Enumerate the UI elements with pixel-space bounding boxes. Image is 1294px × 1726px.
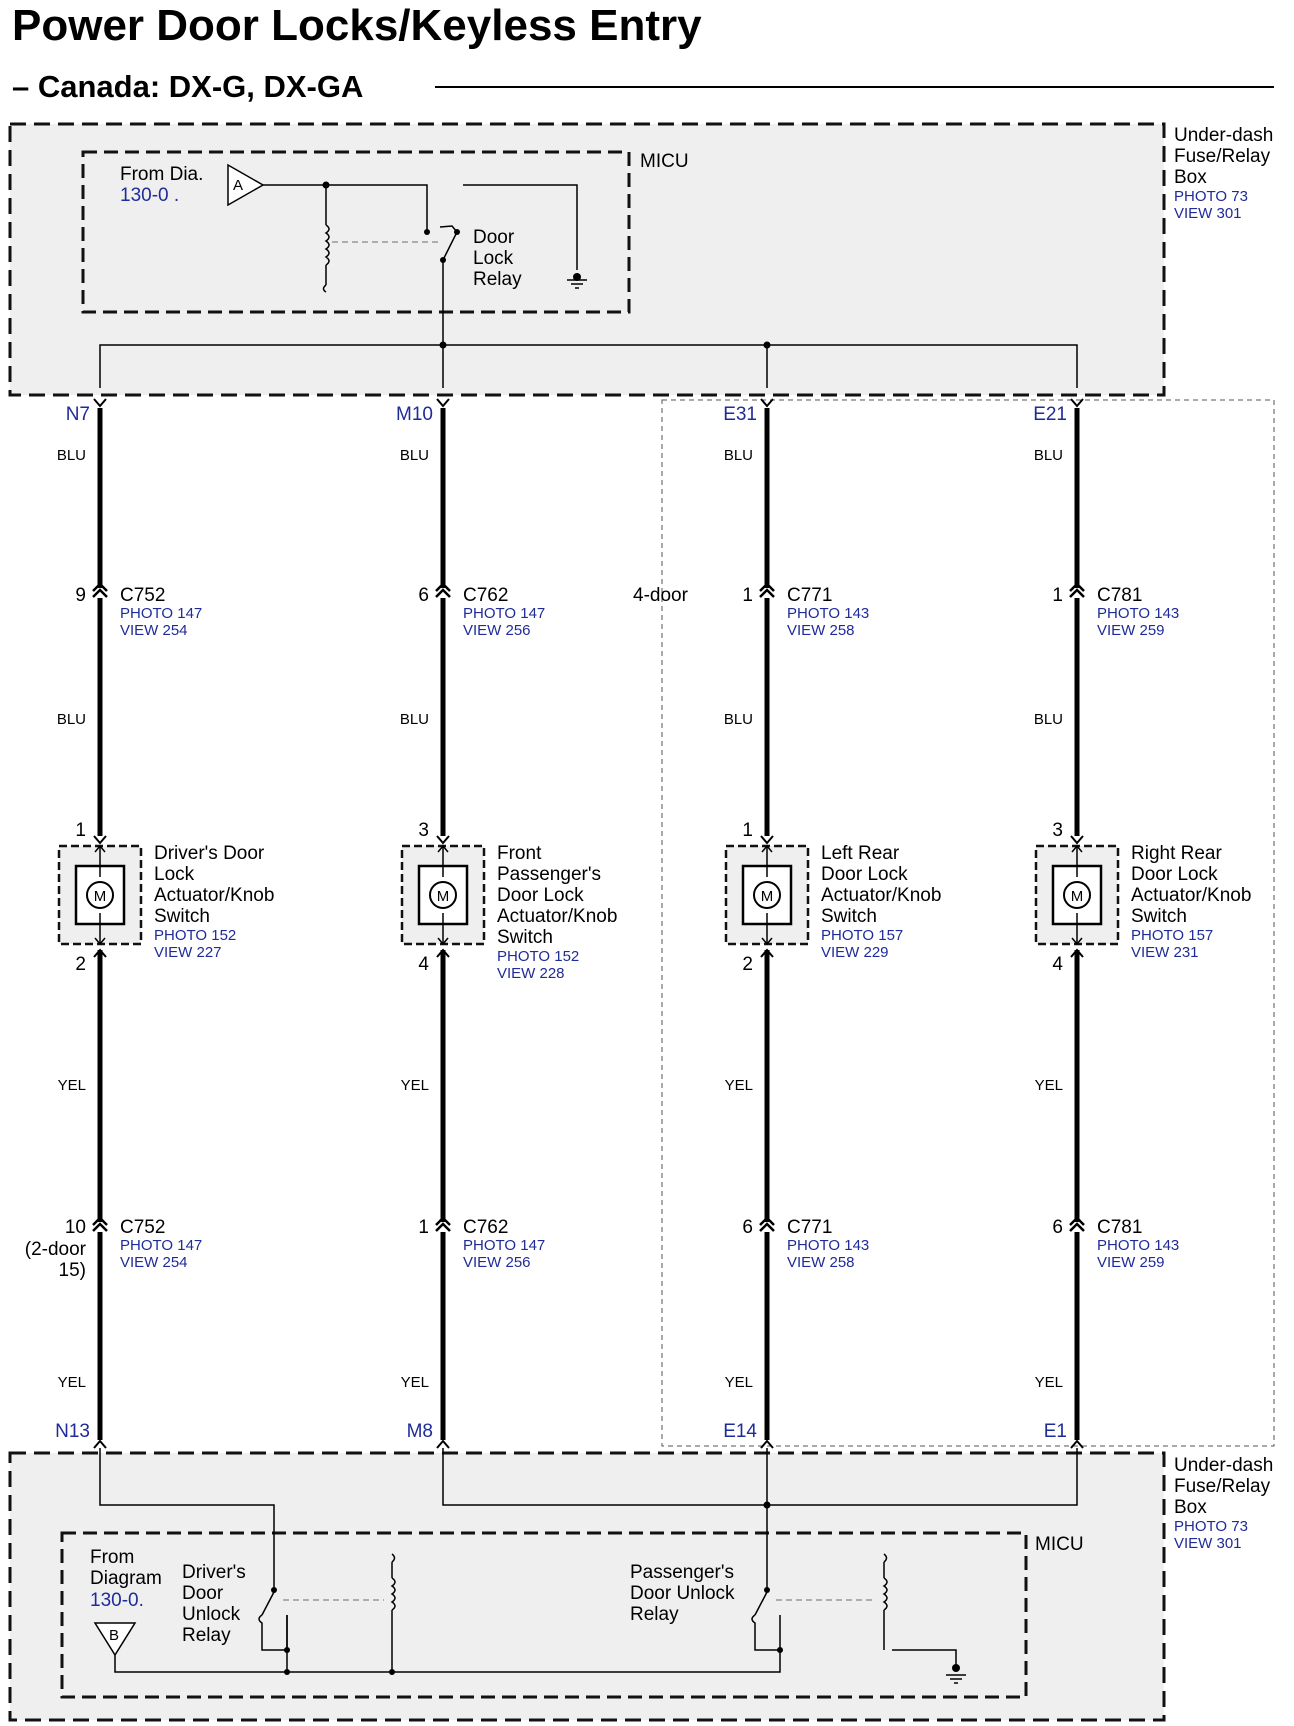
connector-pin: 1: [1052, 585, 1063, 606]
inline-connector-symbol: [436, 590, 450, 597]
wire-color: BLU: [1033, 447, 1063, 464]
connector-pin: 10: [64, 1217, 86, 1238]
actuator-view-ref: VIEW 229: [821, 944, 889, 961]
inline-connector-symbol: [760, 590, 774, 597]
svg-text:Box: Box: [1174, 1497, 1207, 1518]
connector-view-ref: VIEW 258: [787, 1254, 855, 1271]
actuator-pin: 3: [418, 820, 429, 841]
from-dia-label: From Dia.: [120, 164, 204, 185]
wire-color: BLU: [399, 711, 429, 728]
terminal-arrow: [437, 1441, 449, 1448]
bottom-box-name: [1174, 1455, 1273, 1552]
actuator-photo-ref: PHOTO 157: [1131, 927, 1214, 944]
connector-pin: 1: [418, 1217, 429, 1238]
svg-text:Under-dash: Under-dash: [1174, 125, 1274, 146]
actuator-name-line: Door Lock: [497, 885, 584, 906]
connector-view-ref: VIEW 254: [120, 622, 188, 639]
actuator-pin: 4: [418, 954, 429, 975]
svg-text:Passenger's: Passenger's: [630, 1562, 734, 1583]
actuator-name-line: Passenger's: [497, 864, 601, 885]
svg-text:Driver's: Driver's: [182, 1562, 246, 1583]
wire-column-1: [25, 399, 275, 1448]
bottom-terminal-id: E14: [723, 1421, 757, 1442]
svg-text:Relay: Relay: [473, 269, 522, 290]
svg-text:130-0.: 130-0.: [90, 1590, 144, 1611]
connector-id: C762: [463, 585, 509, 606]
actuator-name-line: Actuator/Knob: [154, 885, 275, 906]
svg-text:Fuse/Relay: Fuse/Relay: [1174, 1476, 1271, 1497]
door-lock-actuator: [1036, 846, 1118, 944]
wire-color: BLU: [723, 711, 753, 728]
svg-text:PHOTO 73: PHOTO 73: [1174, 1518, 1248, 1535]
wire-column-3: [723, 399, 941, 1448]
wire-column-2: [396, 399, 617, 1448]
connector-id: C781: [1097, 1217, 1143, 1238]
wire-column-4: [1033, 399, 1251, 1448]
terminal-arrow: [437, 399, 449, 406]
door-lock-actuator: [726, 846, 808, 944]
bottom-terminal-id: M8: [406, 1421, 433, 1442]
four-door-label: 4-door: [633, 585, 688, 606]
wire-color: YEL: [1034, 1077, 1063, 1094]
bottom-terminal-id: N13: [55, 1421, 90, 1442]
svg-text:Lock: Lock: [473, 248, 514, 269]
actuator-pin: 1: [742, 820, 753, 841]
door-lock-actuator: [402, 846, 484, 944]
connector-id: C762: [463, 1217, 509, 1238]
svg-text:Unlock: Unlock: [182, 1604, 241, 1625]
inline-connector-symbol: [93, 1224, 107, 1231]
wire-color: YEL: [57, 1077, 86, 1094]
page-title: Power Door Locks/Keyless Entry: [12, 1, 702, 50]
inline-connector-symbol: [1070, 1224, 1084, 1231]
svg-text:Relay: Relay: [630, 1604, 679, 1625]
connector-id: C781: [1097, 585, 1143, 606]
svg-text:Door: Door: [473, 227, 515, 248]
wire-color: YEL: [400, 1374, 429, 1391]
connector-view-ref: VIEW 256: [463, 1254, 531, 1271]
connector-photo-ref: PHOTO 147: [463, 1237, 546, 1254]
motor-symbol: M: [436, 888, 450, 905]
actuator-name-line: Driver's Door: [154, 843, 265, 864]
top-terminal-id: E31: [723, 404, 757, 425]
actuator-name-line: Front: [497, 843, 542, 864]
actuator-name-line: Lock: [154, 864, 195, 885]
wire-color: YEL: [724, 1077, 753, 1094]
svg-text:Under-dash: Under-dash: [1174, 1455, 1274, 1476]
actuator-view-ref: VIEW 231: [1131, 944, 1199, 961]
connector-photo-ref: PHOTO 143: [1097, 1237, 1180, 1254]
actuator-pin: 4: [1052, 954, 1063, 975]
connector-pin: 9: [75, 585, 86, 606]
terminal-arrow: [761, 1441, 773, 1448]
svg-text:Door: Door: [182, 1583, 224, 1604]
connector-view-ref: VIEW 259: [1097, 622, 1165, 639]
connector-id: C752: [120, 585, 166, 606]
svg-text:VIEW 301: VIEW 301: [1174, 205, 1242, 222]
actuator-name-line: Switch: [154, 906, 210, 927]
actuator-pin: 1: [75, 820, 86, 841]
connector-view-ref: VIEW 254: [120, 1254, 188, 1271]
actuator-view-ref: VIEW 227: [154, 944, 222, 961]
connector-pin: 6: [418, 585, 429, 606]
terminal-arrow: [761, 399, 773, 406]
svg-text:From: From: [90, 1547, 135, 1568]
connector-photo-ref: PHOTO 147: [463, 605, 546, 622]
connector-id: C771: [787, 1217, 833, 1238]
actuator-name-line: Switch: [1131, 906, 1187, 927]
connector-a-label: A: [233, 177, 244, 194]
wire-color: YEL: [1034, 1374, 1063, 1391]
actuator-name-line: Actuator/Knob: [497, 906, 618, 927]
connector-pin-note: (2-door: [24, 1239, 86, 1260]
wire-color: BLU: [399, 447, 429, 464]
connector-pin: 1: [742, 585, 753, 606]
wire-color: YEL: [400, 1077, 429, 1094]
top-terminal-id: E21: [1033, 404, 1067, 425]
actuator-photo-ref: PHOTO 152: [497, 948, 580, 965]
connector-view-ref: VIEW 258: [787, 622, 855, 639]
actuator-pin: 2: [742, 954, 753, 975]
inline-connector-symbol: [93, 590, 107, 597]
connector-view-ref: VIEW 256: [463, 622, 531, 639]
svg-text:PHOTO 73: PHOTO 73: [1174, 188, 1248, 205]
motor-symbol: M: [760, 888, 774, 905]
wire-color: YEL: [724, 1374, 753, 1391]
door-lock-actuator: [59, 846, 141, 944]
connector-view-ref: VIEW 259: [1097, 1254, 1165, 1271]
wire-color: BLU: [723, 447, 753, 464]
connector-id: C771: [787, 585, 833, 606]
connector-photo-ref: PHOTO 147: [120, 605, 203, 622]
top-terminal-id: M10: [396, 404, 433, 425]
actuator-pin: 2: [75, 954, 86, 975]
connector-pin-note: 15): [58, 1260, 86, 1281]
connector-photo-ref: PHOTO 143: [787, 605, 870, 622]
connector-pin: 6: [1052, 1217, 1063, 1238]
actuator-name-line: Switch: [497, 927, 553, 948]
svg-text:Diagram: Diagram: [90, 1568, 162, 1589]
svg-text:Door Unlock: Door Unlock: [630, 1583, 735, 1604]
actuator-photo-ref: PHOTO 157: [821, 927, 904, 944]
terminal-arrow: [94, 399, 106, 406]
actuator-name-line: Left Rear: [821, 843, 900, 864]
svg-text:Box: Box: [1174, 167, 1207, 188]
actuator-name-line: Door Lock: [1131, 864, 1218, 885]
bottom-terminal-id: E1: [1043, 1421, 1067, 1442]
wire-columns: [25, 399, 1252, 1448]
actuator-view-ref: VIEW 228: [497, 965, 565, 982]
inline-connector-symbol: [1070, 590, 1084, 597]
inline-connector-symbol: [436, 1224, 450, 1231]
inline-connector-symbol: [760, 1224, 774, 1231]
wire-color: YEL: [57, 1374, 86, 1391]
top-micu-label: MICU: [640, 151, 689, 172]
from-dia-ref: 130-0 .: [120, 185, 180, 206]
terminal-arrow: [94, 1441, 106, 1448]
svg-text:Fuse/Relay: Fuse/Relay: [1174, 146, 1271, 167]
wire-color: BLU: [56, 447, 86, 464]
actuator-photo-ref: PHOTO 152: [154, 927, 237, 944]
top-box-name: [1174, 125, 1273, 222]
connector-id: C752: [120, 1217, 166, 1238]
connector-photo-ref: PHOTO 143: [1097, 605, 1180, 622]
connector-photo-ref: PHOTO 147: [120, 1237, 203, 1254]
actuator-name-line: Right Rear: [1131, 843, 1222, 864]
actuator-pin: 3: [1052, 820, 1063, 841]
motor-symbol: M: [1070, 888, 1084, 905]
svg-text:VIEW 301: VIEW 301: [1174, 1535, 1242, 1552]
bottom-micu-label: MICU: [1035, 1534, 1084, 1555]
actuator-name-line: Actuator/Knob: [821, 885, 942, 906]
wire-color: BLU: [56, 711, 86, 728]
motor-symbol: M: [93, 888, 107, 905]
actuator-name-line: Door Lock: [821, 864, 908, 885]
svg-text:Relay: Relay: [182, 1625, 231, 1646]
connector-photo-ref: PHOTO 143: [787, 1237, 870, 1254]
connector-pin: 6: [742, 1217, 753, 1238]
actuator-name-line: Actuator/Knob: [1131, 885, 1252, 906]
terminal-arrow: [1071, 1441, 1083, 1448]
actuator-name-line: Switch: [821, 906, 877, 927]
svg-text:B: B: [109, 1627, 120, 1644]
wire-color: BLU: [1033, 711, 1063, 728]
page-subtitle: – Canada: DX-G, DX-GA: [12, 69, 364, 104]
top-terminal-id: N7: [65, 404, 90, 425]
